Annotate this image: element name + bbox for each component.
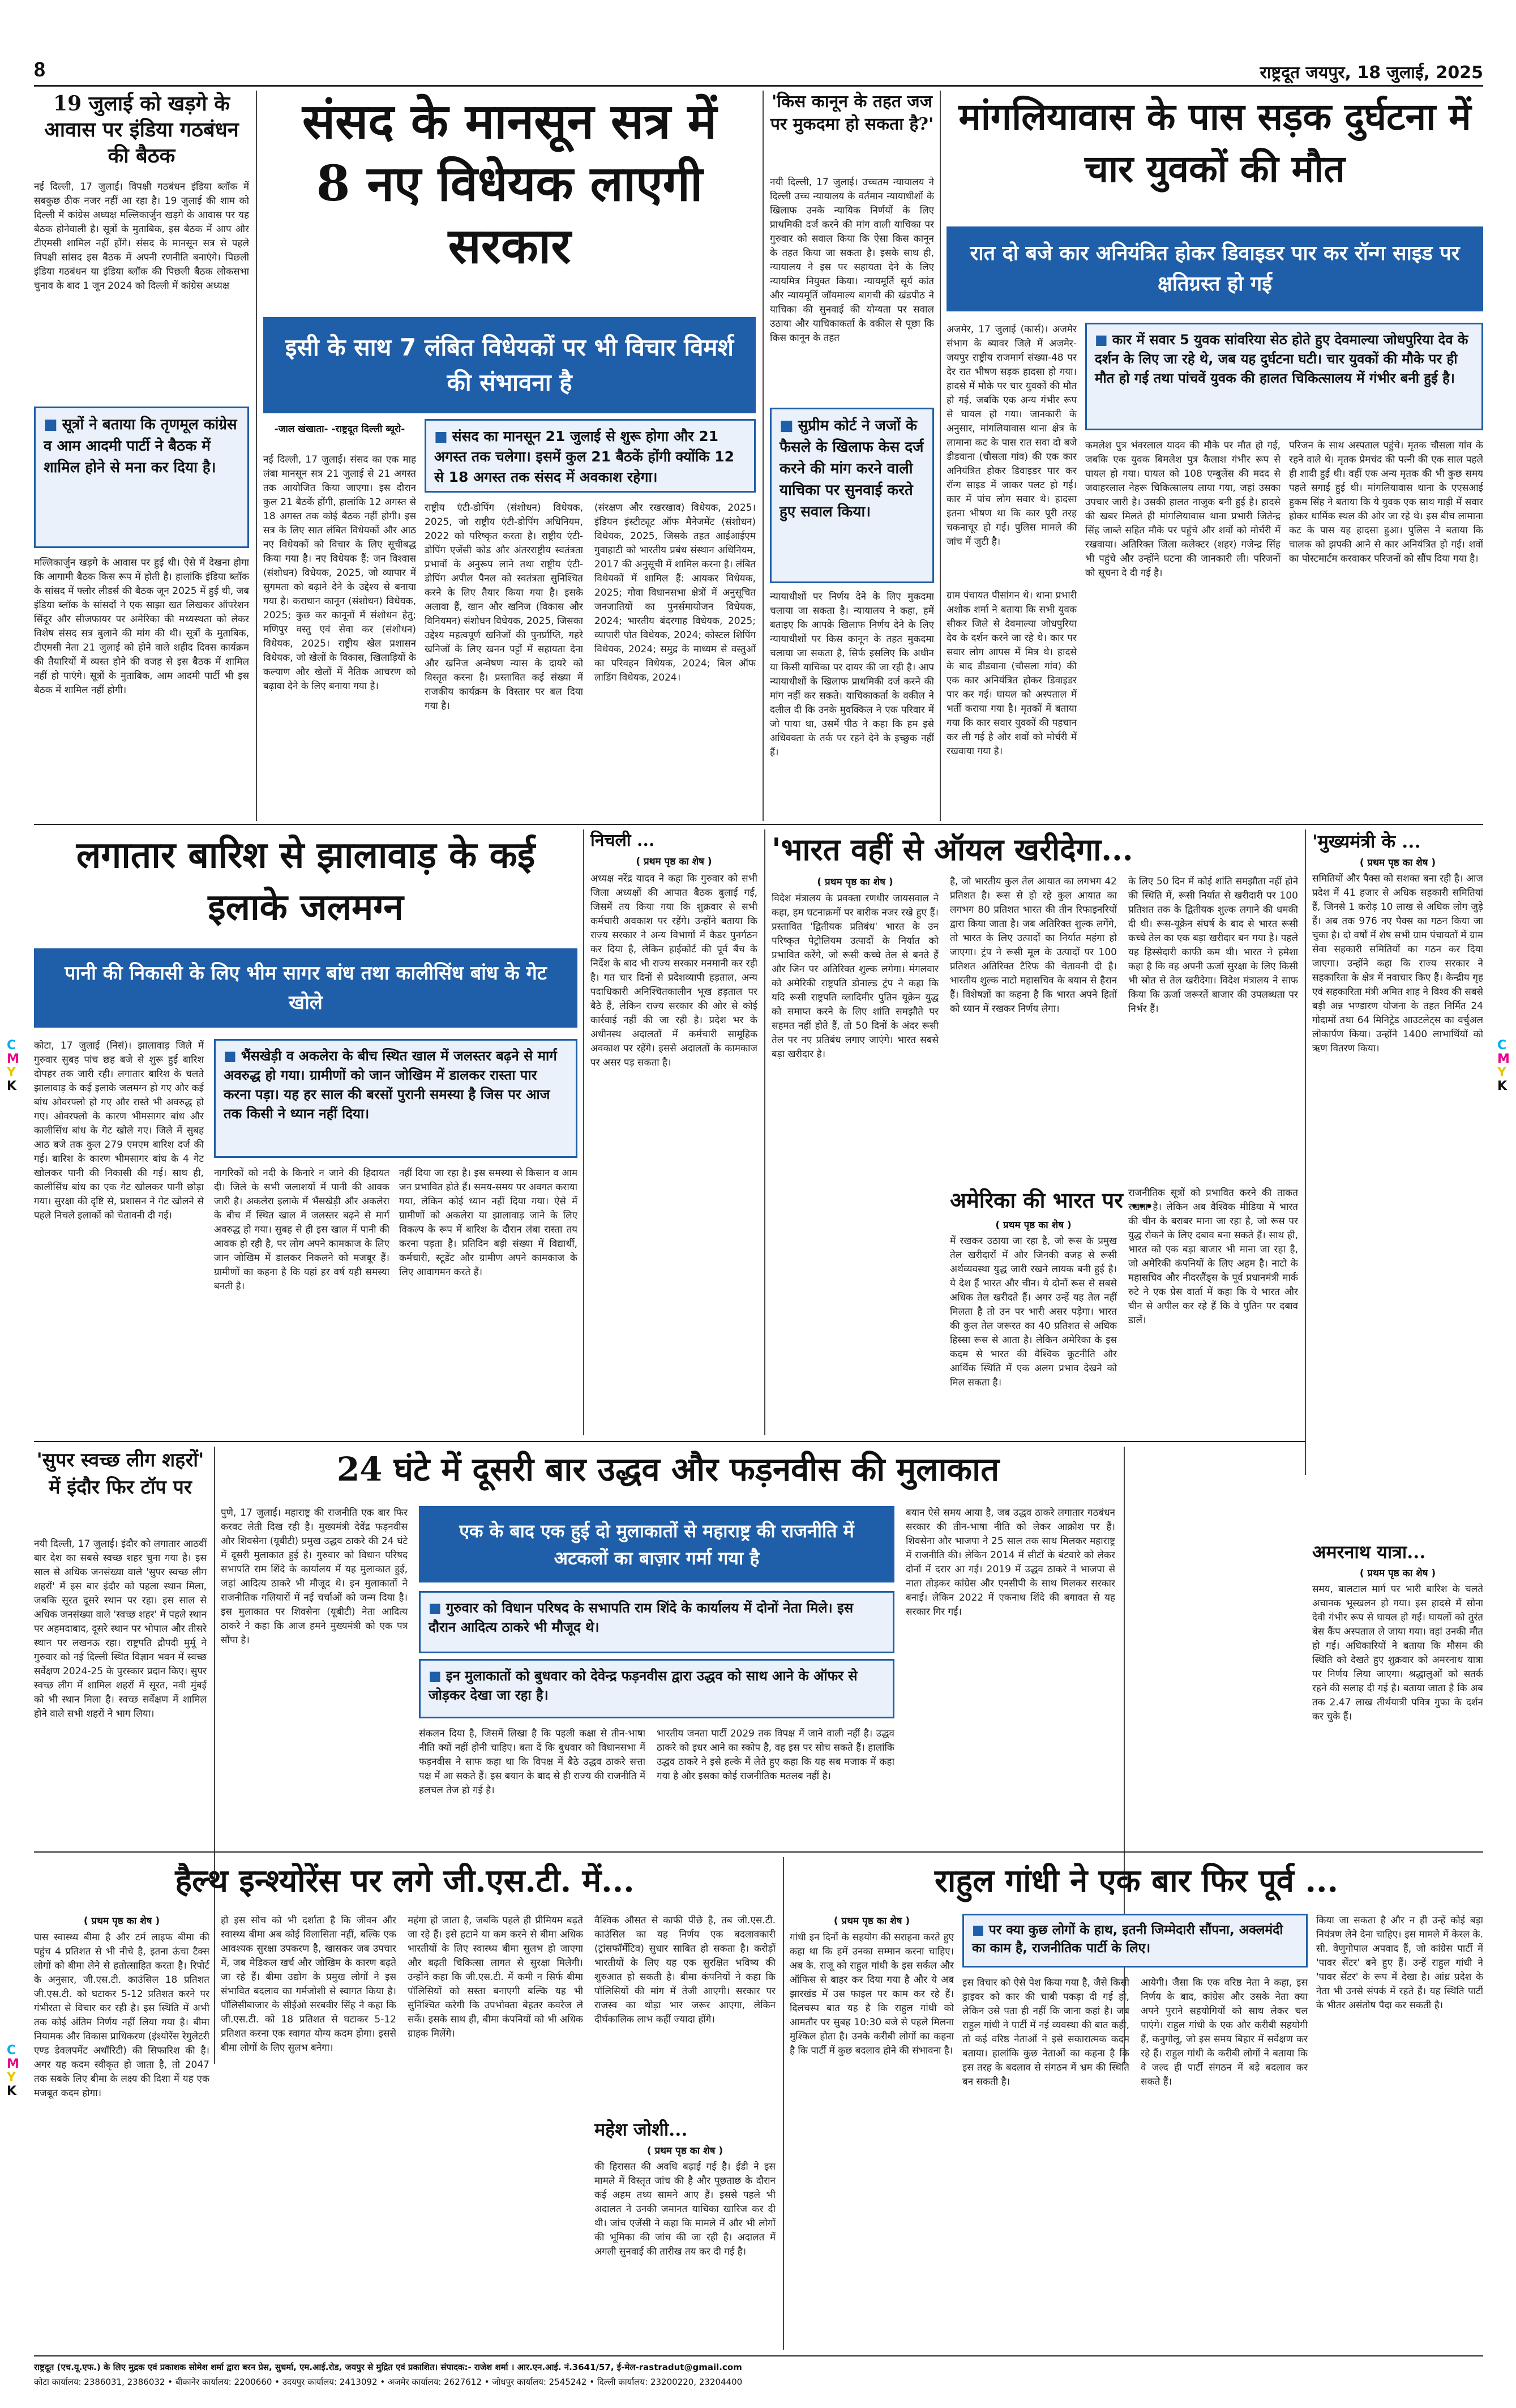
- section-rule: [34, 824, 1483, 825]
- header-rule: [34, 85, 1483, 87]
- story-col-3: कमलेश पुत्र भंवरलाल यादव की मौके पर मौत हो गई, जबकि एक युवक बिमलेश पुत्र कैलाश गंभीर रूप से घायल हो गया। घायल को 108 एम्बुलेंस की मदद से जवाहरलाल नेहरू चिकित्सालय लाया गया, जहां उसका उपचार जारी है। उसकी हालत नाजुक बनी हुई है। हादसे की खबर मिलते ही मांगलियावास थाना प्रभारी जितेन्द्र सिंह जाब्ते सहित मौके पर पहुंचे और शवों को मोर्चरी में रखवाया। अतिरिक्त जिला कलेक्टर (शहर) गजेन्द्र सिंह भी पहुंचे और उन्होंने घटना की जानकारी ली। परिजनों को सूचना दे दी गई है।: [1085, 440, 1281, 579]
- story-oil: [772, 829, 1298, 1181]
- story-col-3: नहीं दिया जा रहा है। इस समस्या से किसान व आम जन प्रभावित होते हैं। समय-समय पर अवगत कराया गया, लेकिन कोई ध्यान नहीं दिया गया। ऐसे में ग्रामीणों को अकलेरा या झालावाड़ जाने के लिए विकल्प के रूप में बारिश के दौरान लंबा रास्ता तय करना पड़ता है। प्रतिदिन बड़ी संख्या में विद्यार्थी, कर्मचारी, स्टूडेंट और ग्रामीण अपने कामकाज के लिए आवागमन करते हैं।: [399, 1167, 577, 1278]
- story-headline: 19 जुलाई को खड़गे के आवास पर इंडिया गठबंधन की बैठक: [44, 92, 239, 168]
- story-subhead: पानी की निकासी के लिए भीम सागर बांध तथा कालीसिंध बांध के गेट खोले: [34, 948, 577, 1028]
- highlight-text: संसद का मानसून 21 जुलाई से शुरू होगा और 21 अगस्त तक चलेगा। इसमें कुल 21 बैठकें होंगी क्योंकि 12 से 18 अगस्त तक संसद में अवकाश रहेगा।: [434, 428, 734, 485]
- story-col-4: परिजन के साथ अस्पताल पहुंचे। मृतक चौसला गांव के रहने वाले थे। मृतक प्रेमचंद की पत्नी की एक साल पहले ही शादी हुई थी। वहीं एक अन्य मृतक की भी कुछ समय पहले सगाई हुई थी। मांगलियावास थाना के एएसआई हुकम सिंह ने बताया कि ये युवक एक साथ गाड़ी में सवार होकर धार्मिक स्थल की ओर जा रहे थे। इस बीच लामाना कट के पास यह हादसा हुआ। पुलिस ने बताया कि चालक को झपकी आने से कार अनियंत्रित हो गई। शवों का पोस्टमार्टम करवाकर परिजनों को सौंप दिया गया है।: [1289, 440, 1483, 564]
- continued-from: ( प्रथम पृष्ठ का शेष ): [1359, 1568, 1436, 1579]
- cmyk-y: Y: [7, 1066, 16, 1080]
- column-rule: [764, 829, 765, 1435]
- footer-rule: [34, 2355, 1483, 2356]
- story-body: नई दिल्ली, 17 जुलाई। विपक्षी गठबंधन इंडिया ब्लॉक में सबकुछ ठीक नजर नहीं आ रहा है। 19 जुलाई की शाम को दिल्ली में कांग्रेस अध्यक्ष मल्लिकार्जुन खड़गे के आवास पर यह बैठक होनेवाली है। सूत्रों के मुताबिक, इस बैठक में आप और टीएमसी शामिल नहीं होंगे। संसद के मानसून सत्र से पहले विपक्षी सांसद इस बैठक में अपनी रणनीति बनाएंगे। पिछली इंडिया गठबंधन या इंडिया ब्लॉक की पिछली बैठक लोकसभा चुनाव के बाद 1 जून 2024 को दिल्ली में कांग्रेस अध्यक्ष: [34, 181, 249, 292]
- highlight-box: [214, 1039, 577, 1158]
- story-col-1: अजमेर, 17 जुलाई (कार्स)। अजमेर संभाग के ब्यावर जिले में अजमेर-जयपुर राष्ट्रीय राजमार्ग संख्या-48 पर देर रात भीषण सड़क हादसा हो गया। हादसे में मौके पर चार युवकों की मौत हो गई, जबकि एक अन्य गंभीर रूप से घायल हो गया। जानकारी के अनुसार, मांगलियावास थाना क्षेत्र के लामाना कट के पास रात सवा दो बजे डीडवाना (चौसला गांव) की एक कार अनियंत्रित होकर डिवाइडर पार कर रॉन्ग साइड में जाकर पलट हो गई। कार में पांच लोग सवार थे। हादसा इतना भीषण था कि कार पूरी तरह चकनाचूर हो गई। पुलिस मामले की जांच में जुटी है।: [947, 324, 1077, 548]
- story-body: समय, बालटाल मार्ग पर भारी बारिश के चलते अचानक भूस्खलन हो गया। इस हादसे में सोना देवी गंभीर रूप से घायल हो गईं। घायलों को तुरंत बेस कैंप अस्पताल ले जाया गया। वहां उनकी मौत हो गई। अधिकारियों ने बताया कि मौसम की स्थिति को देखते हुए शुक्रवार को अमरनाथ यात्रा पर निर्णय लिया जाएगा। श्रद्धालुओं को सतर्क रहने की सलाह दी गई है। बताया जाता है कि अब तक 2.47 लाख तीर्थयात्री पवित्र गुफा के दर्शन कर चुके हैं।: [1312, 1584, 1483, 1722]
- cmyk-c: C: [1497, 1038, 1507, 1053]
- highlight-box-2: [419, 1659, 894, 1718]
- masthead-dateline: राष्ट्रदूत जयपुर, 18 जुलाई, 2025: [1260, 63, 1483, 83]
- column-rule: [583, 829, 584, 1435]
- cmyk-m: M: [1497, 1052, 1510, 1066]
- page-number: 8: [34, 58, 46, 81]
- story-headline: महेश जोशी...: [594, 2119, 688, 2140]
- story-col-3: (संरक्षण और रखरखाव) विधेयक, 2025। इंडियन इंस्टीट्यूट ऑफ मैनेजमेंट (संशोधन) विधेयक, 2025, जिसके तहत आईआईएम गुवाहाटी को भारतीय प्रबंध संस्थान अधिनियम, 2017 की अनुसूची में शामिल करना है। लंबित विधेयकों में शामिल हैं: आयकर विधेयक, 2025; गोवा विधानसभा क्षेत्रों में अनुसूचित जनजातियों का पुनर्समायोजन विधेयक, 2024; भारतीय बंदरगाह विधेयक, 2025; व्यापारी पोत विधेयक, 2024; कोस्टल शिपिंग विधेयक, 2024; समुद्र के माध्यम से वस्तुओं का परिवहन विधेयक, 2024; बिल ऑफ लाडिंग विधेयक, 2024।: [594, 502, 756, 683]
- story-col-2: है, जो भारतीय कुल तेल आयात का लगभग 42 प्रतिशत है। रूस से हो रहे कुल आयात का लगभग 80 प्रतिशत भारत की तीन रिफाइनरियों द्वारा किया जाता है। जब अतिरिक्त शुल्क लगेंगे, तो भारत के लिए उत्पादों का निर्यात महंगा हो जाएगा। ट्रंप ने रूसी मूल के उत्पादों पर 100 प्रतिशत अतिरिक्त टैरिफ की चेतावनी दी है। भारतीय शुल्क नाटो महासचिव के बयान से हैरान हैं। विशेषज्ञों का कहना है कि भारत अपने हितों को ध्यान में रखकर निर्णय लेगा।: [950, 876, 1117, 1015]
- story-col-4: किया जा सकता है और न ही उन्हें कोई बड़ा नियंत्रण लेने देना चाहिए। इस मामले में केरल के. सी. वेणुगोपाल अपवाद हैं, जो कांग्रेस पार्टी में 'पावर सेंटर' बने हुए हैं। उन्हें राहुल गांधी ने 'पावर सेंटर' के रूप में देखा है। आंध्र प्रदेश के नेता भी उनसे संपर्क में रहते हैं। यह स्थिति पार्टी के भीतर असंतोष पैदा कर सकती है।: [1316, 1915, 1483, 2011]
- story-body: नयी दिल्ली, 17 जुलाई। उच्चतम न्यायालय ने दिल्ली उच्च न्यायालय के वर्तमान न्यायाधीशों के खिलाफ उनके न्यायिक निर्णयों के लिए प्राथमिकी दर्ज करने की मांग वाली याचिका पर गुरुवार को सवाल किया कि ऐसा किस कानून के तहत किया जा सकता है। इसके साथ ही, न्यायालय ने इस पर सहायता देने के लिए न्यायमित्र नियुक्त किया। न्यायमूर्ति सूर्य कांत और न्यायमूर्ति जॉयमाल्य बागची की खंडपीठ ने याचिका की सुनवाई की योग्यता पर सवाल उठाया और याचिकाकर्ता के वकील से पूछा कि किस कानून के तहत: [770, 177, 934, 344]
- story-body: समितियों और पैक्स को सशक्त बना रही है। आज प्रदेश में 41 हजार से अधिक सहकारी समितियां हैं, जिनसे 1 करोड़ 10 लाख से अधिक लोग जुड़े हैं। अब तक 976 नए पैक्स का गठन किया जा चुका है। दो वर्षों में शेष सभी ग्राम पंचायतों में ग्राम सेवा सहकारी समितियों का गठन कर दिया जाएगा। उन्होंने कहा कि राज्य सरकार ने सहकारिता के क्षेत्र में नवाचार किए हैं। केन्द्रीय गृह एवं सहकारिता मंत्री अमित शाह ने विश्व की सबसे बड़ी अन्न भण्डारण योजना के तहत निर्मित 24 गोदामों तथा 64 मिनिट्रेड आउटलेट्स का वर्चुअल लोकार्पण किया। उन्होंने 1400 लाभार्थियों को ऋण वितरण किया।: [1312, 873, 1483, 1054]
- dateline: -जाल खंखाता- -राष्ट्रदूत दिल्ली ब्यूरो-: [274, 424, 405, 435]
- story-headline: अमेरिका की भारत पर ...: [950, 1187, 1153, 1213]
- story-col-3: के लिए 50 दिन में कोई शांति समझौता नहीं होने की स्थिति में, रूसी निर्यात से खरीदारी पर 100 प्रतिशत तक के द्वितीयक शुल्क लगाने की धमकी दी थी। रूस-यूक्रेन संघर्ष के बाद से भारत रूसी कच्चे तेल का एक बड़ा खरीदार बन गया है। पहले यह हिस्सेदारी काफी कम थी। भारत ने हमेशा कहा है कि वह अपनी ऊर्जा सुरक्षा के लिए किसी भी स्रोत से तेल खरीदेगा। विदेश मंत्रालय ने साफ किया कि ऊर्जा जरूरतें बाजार की उपलब्धता पर निर्भर हैं।: [1128, 876, 1298, 1015]
- square-bullet-icon: ■: [429, 1668, 442, 1684]
- highlight-box: [425, 419, 756, 493]
- story-col-2: हो इस सोच को भी दर्शाता है कि जीवन और स्वास्थ्य बीमा अब कोई विलासिता नहीं, बल्कि एक आवश्यक सुरक्षा उपकरण है, खासकर जब उपचार में, जब मेडिकल खर्च और जोखिम के कारण बढ़ते जा रहे हैं। बीमा उद्योग के प्रमुख लोगों ने इस संभावित बदलाव का गर्मजोशी से स्वागत किया है। पॉलिसीबाजार के सीईओ सरबवीर सिंह ने कहा कि जी.एस.टी. को 18 प्रतिशत से घटाकर 5-12 प्रतिशत करना एक स्वागत योग्य कदम होगा। इससे बीमा लोगों के लिए सुलभ बनेगा।: [221, 1915, 396, 2054]
- story-col-1: विदेश मंत्रालय के प्रवक्ता रणधीर जायसवाल ने कहा, हम घटनाक्रमों पर बारीक नजर रखे हुए हैं। प्रस्तावित 'द्वितीयक प्रतिबंध' भारत के उन परिष्कृत पेट्रोलियम उत्पादों के निर्यात को प्रभावित करेंगे, जो रूसी कच्चे तेल से बनते हैं और जिन पर अतिरिक्त शुल्क लगेगा। मंगलवार को अमेरिकी राष्ट्रपति डोनाल्ड ट्रंप ने कहा कि यदि रूसी राष्ट्रपति व्लादिमीर पुतिन यूक्रेन युद्ध को समाप्त करने के लिए शांति समझौते पर सहमत नहीं होते हैं, तो 50 दिनों के अंदर रूसी तेल पर नए प्रतिबंध लगाए जाएंगे। भारत सबसे बड़ा खरीदार है।: [772, 893, 939, 1060]
- story-body-continued: न्यायाधीशों पर निर्णय देने के लिए मुकदमा चलाया जा सकता है। न्यायालय ने कहा, हमें बताइए कि आपके खिलाफ निर्णय देने के लिए न्यायाधीशों पर किस कानून के तहत मुकदमा चलाया जा सकता है, सिर्फ इसलिए कि अधीन या किसी याचिका पर दायर की जा रही है। आप न्यायाधीशों के खिलाफ प्राथमिकी दर्ज करने की मांग नहीं कर सकते। याचिकाकर्ता के वकील ने दलील दी कि उनके मुवक्किल ने एक परिवार में जो पाया था, उसमें पीठ ने कहा कि हम इसे अधिवक्ता के तर्क पर रहने देने के इच्छुक नहीं हैं।: [770, 591, 934, 758]
- square-bullet-icon: ■: [780, 417, 794, 434]
- story-accident: [947, 91, 1483, 821]
- story-headline: 'भारत वहीं से ऑयल खरीदेगा...: [772, 831, 1133, 867]
- story-col-2: संकलन दिया है, जिसमें लिखा है कि पहली कक्षा से तीन-भाषा नीति क्यों नहीं होनी चाहिए। बता दें कि बुधवार को विधानसभा में फड़नवीस ने साफ कहा था कि विपक्ष में बैठे उद्धव ठाकरे सत्ता पक्ष में आ सकते हैं। इस बयान के बाद से ही राज्य की राजनीति में हलचल तेज हो गई है।: [419, 1728, 645, 1796]
- story-monsoon-session: [263, 91, 756, 821]
- story-headline: 'मुख्यमंत्री के ...: [1312, 831, 1421, 852]
- cmyk-c: C: [7, 1038, 16, 1053]
- story-body: नयी दिल्ली, 17 जुलाई। इंदौर को लगातार आठवीं बार देश का सबसे स्वच्छ शहर चुना गया है। इस साल से अधिक जनसंख्या वाले 'सुपर स्वच्छ लीग शहरों' में इस बार इंदौर को पहला स्थान मिला, जबकि सूरत दूसरे स्थान पर रहा। इस साल से अधिक जनसंख्या वाले 'स्वच्छ शहर' में पहले स्थान पर अहमदाबाद, दूसरे स्थान पर भोपाल और तीसरे स्थान पर लखनऊ रहा। राष्ट्रपति द्रौपदी मुर्मू ने गुरुवार को नई दिल्ली स्थित विज्ञान भवन में स्वच्छ सर्वेक्षण 2024-25 के पुरस्कार प्रदान किए। सुपर स्वच्छ लीग में शामिल शहरों में सूरत, नवी मुंबई को भी स्थान मिला है। स्वच्छ सर्वेक्षण में शामिल होने वाले सभी शहरों ने भाग लिया।: [34, 1538, 207, 1720]
- story-body: की हिरासत की अवधि बढ़ाई गई है। ईडी ने इस मामले में विस्तृत जांच की है और पूछताछ के दौरान कई अहम तथ्य सामने आए हैं। इससे पहले भी अदालत ने उनकी जमानत याचिका खारिज कर दी थी। जांच एजेंसी ने कहा कि मामले में और भी लोगों की भूमिका की जांच की जा रही है। अदालत में अगली सुनवाई की तारीख तय कर दी गई है।: [594, 2161, 776, 2257]
- square-bullet-icon: ■: [224, 1048, 237, 1064]
- story-headline: 24 घंटे में दूसरी बार उद्धव और फड़नवीस की मुलाकात: [336, 1450, 1000, 1489]
- story-subhead: एक के बाद एक हुई दो मुलाकातों से महाराष्ट्र की राजनीति में अटकलों का बाज़ार गर्मा गया है: [419, 1506, 894, 1582]
- story-nichli-continued: [590, 829, 757, 1435]
- story-col-3: महंगा हो जाता है, जबकि पहले ही प्रीमियम बढ़ते जा रहे हैं। इसे हटाने या कम करने से बीमा अधिक भारतीयों के लिए स्वास्थ्य बीमा सुलभ हो जाएगा और बढ़ती चिकित्सा लागत से सुरक्षा मिलेगी। उन्होंने कहा कि जी.एस.टी. में कमी न सिर्फ बीमा पॉलिसियों को सस्ता बनाएगी बल्कि यह भी सुनिश्चित करेगी कि उपभोक्ता बेहतर कवरेज ले सकें। इसके साथ ही, बीमा कंपनियों को भी अधिक ग्राहक मिलेंगे।: [408, 1915, 583, 2039]
- highlight-text: पर क्या कुछ लोगों के हाथ, इतनी जिम्मेदारी सौंपना, अक्लमंदी का काम है, राजनीतिक पार्टी के लिए।: [972, 1923, 1283, 1956]
- story-col-4: बयान ऐसे समय आया है, जब उद्धव ठाकरे लगातार गठबंधन सरकार की तीन-भाषा नीति को लेकर आक्रोश पर हैं। शिवसेना और भाजपा ने 25 साल तक साथ मिलकर महाराष्ट्र में राजनीति की। लेकिन 2014 में सीटों के बंटवारे को लेकर दोनों में दरार आ गई। 2019 में उद्धव ठाकरे ने भाजपा से नाता तोड़कर कांग्रेस और एनसीपी के साथ मिलकर सरकार बनाई। लेकिन 2022 में एकनाथ शिंदे की बगावत से यह सरकार गिर गई।: [906, 1507, 1115, 1618]
- story-rahul: [790, 1857, 1483, 2350]
- story-headline: हैल्थ इन्श्योरेंस पर लगे जी.एस.टी. में...: [175, 1862, 635, 1900]
- footer-imprint: राष्ट्रदूत (एच.यू.एफ.) के लिए मुद्रक एवं प्रकाशक सोमेश शर्मा द्वारा बरन प्रेस, सुधर्मा, एम.आई.रोड, जयपुर से मुद्रित एवं प्रकाशित। संपादक:- राजेश शर्मा । आर.एन.आई. नं.3641/57, ई-मेल-rastradut@gmail.com: [34, 2362, 742, 2372]
- highlight-text: भैंसखेड़ी व अकलेरा के बीच स्थित खाल में जलस्तर बढ़ने से मार्ग अवरुद्ध हो गया। ग्रामीणों को जान जोखिम में डालकर रास्ता पार करना पड़ा। यह हर साल की बरसों पुरानी समस्या है जिस पर आज तक किसी ने ध्यान नहीं दिया।: [224, 1048, 557, 1122]
- highlight-text: गुरुवार को विधान परिषद के सभापति राम शिंदे के कार्यालय में दोनों नेता मिले। इस दौरान आदित्य ठाकरे भी मौजूद थे।: [429, 1600, 854, 1635]
- cmyk-c: C: [7, 2043, 16, 2058]
- story-headline: अमरनाथ यात्रा...: [1312, 1541, 1426, 1563]
- highlight-text: कार में सवार 5 युवक सांवरिया सेठ होते हुए देवमाल्या जोधपुरिया देव के दर्शन के लिए जा रहे थे, जब यह दुर्घटना घटी। चार युवकों की मौके पर ही मौत हो गई तथा पांचवें युवक की हालत चिकित्सालय में गंभीर बनी हुई है।: [1095, 332, 1468, 386]
- story-col-3: आयेगी। जैसा कि एक वरिष्ठ नेता ने कहा, इस निर्णय के बाद, कांग्रेस और उसके नेता क्या अपने पुराने सहयोगियों को साथ लेकर चल पाएंगे। राहुल गांधी के एक और करीबी सहयोगी हैं, कनुगोलू, जो इस समय बिहार में सर्वेक्षण कर रहे हैं। राहुल गांधी के करीबी लोगों ने बताया कि वे जल्द ही पार्टी संगठन में बड़े बदलाव कर सकते हैं।: [1141, 1977, 1308, 2088]
- story-col-2: राष्ट्रीय एंटी-डोपिंग (संशोधन) विधेयक, 2025, जो राष्ट्रीय एंटी-डोपिंग अधिनियम, 2022 को परिष्कृत करता है। राष्ट्रीय एंटी-डोपिंग एजेंसी कोड और अंतरराष्ट्रीय स्वतंत्रता प्रभावों के अनुरूप लाने तथा राष्ट्रीय एंटी-डोपिंग अपील पैनल को स्वतंत्रता सुनिश्चित करने के लिए तैयार किया गया है। इसके अलावा हैं, खान और खनिज (विकास और विनियमन) संशोधन विधेयक, 2025, जिसका उद्देश्य महत्वपूर्ण खनिजों की पुनर्प्राप्ति, गहरे खनिजों के लिए खनन पट्टों में सहायता देना और खनिज अन्वेषण न्यास के दायरे को विस्तृत करना है। प्रस्तावित कई संख्या में राजकीय कार्यक्रम के विस्तार पर बल दिया गया है।: [425, 502, 583, 712]
- cmyk-y: Y: [7, 2071, 16, 2085]
- continued-from: ( प्रथम पृष्ठ का शेष ): [1359, 857, 1436, 869]
- story-court: [770, 91, 934, 821]
- continued-from: ( प्रथम पृष्ठ का शेष ): [636, 856, 712, 867]
- story-headline: संसद के मानसून सत्र में 8 नए विधेयक लाएगी सरकार: [302, 93, 717, 275]
- highlight-text: सूत्रों ने बताया कि तृणमूल कांग्रेस व आम आदमी पार्टी ने बैठक में शामिल होने से मना कर दिया है।: [44, 416, 237, 476]
- continued-from: ( प्रथम पृष्ठ का शेष ): [817, 876, 893, 888]
- square-bullet-icon: ■: [429, 1600, 442, 1616]
- story-india-bloc: [34, 91, 249, 821]
- story-headline: मांगलियावास के पास सड़क दुर्घटना में चार युवकों की मौत: [958, 95, 1471, 191]
- story-col-1: में रखकर उठाया जा रहा है, जो रूस के प्रमुख तेल खरीदारों में और जिनकी वजह से रूसी अर्थव्यवस्था युद्ध जारी रखने लायक बनी हुई है। ये देश हैं भारत और चीन। ये दोनों रूस से सबसे अधिक तेल खरीदते हैं। अगर उन्हें यह तेल नहीं मिलता है तो उन पर भारी असर पड़ेगा। भारत की कुल तेल जरूरत का 40 प्रतिशत से अधिक हिस्सा रूस से आता है। लेकिन अमेरिका के इस कदम से भारत की वैश्विक कूटनीति और आर्थिक स्थिति में एक अलग प्रभाव देखने को मिल सकता है।: [950, 1235, 1117, 1388]
- story-cm: [1312, 829, 1483, 1444]
- story-headline: निचली ...: [590, 831, 655, 850]
- continued-from: ( प्रथम पृष्ठ का शेष ): [646, 2145, 723, 2157]
- story-subhead: रात दो बजे कार अनियंत्रित होकर डिवाइडर पार कर रॉन्ग साइड पर क्षतिग्रस्त हो गई: [947, 226, 1483, 311]
- cmyk-m: M: [7, 2057, 19, 2071]
- highlight-box: [770, 408, 934, 583]
- continued-from: ( प्रथम पृष्ठ का शेष ): [83, 1915, 160, 1927]
- highlight-box: [1085, 323, 1483, 430]
- highlight-box-1: [419, 1591, 894, 1653]
- column-rule: [1305, 829, 1306, 1475]
- story-uddhav: [221, 1447, 1115, 1843]
- column-rule: [763, 91, 764, 821]
- story-col-1: कोटा, 17 जुलाई (निसं)। झालावाड़ जिले में गुरुवार सुबह पांच छह बजे से शुरू हुई बारिश दोपहर तक जारी रही। लगातार बारिश के चलते झालावाड़ के कई इलाके जलमग्न हो गए और कई बांध ओवरफ्लो हो गए और रास्ते भी अवरुद्ध हो गए। ओवरफ्लो के कारण भीमसागर बांध और कालीसिंध बांध के गेट खोले गए। जिले में सुबह आठ बजे तक कुल 279 एमएम बारिश दर्ज की गई। बारिश के कारण भीमसागर बांध के 4 गेट खोलकर पानी की निकासी की गई। साथ ही, कालीसिंध बांध का एक गेट खोलकर पानी छोड़ा गया। सुरक्षा की दृष्टि से, प्रशासन ने गेट खोलने से पहले निचले इलाकों को चेतावनी दी गई।: [34, 1040, 204, 1221]
- cmyk-marks-left: [7, 1039, 22, 1093]
- story-col-3: भारतीय जनता पार्टी 2029 तक विपक्ष में जाने वाली नहीं है। उद्धव ठाकरे को इधर आने का स्कोप है, वह इस पर सोच सकते हैं। हालांकि उद्धव ठाकरे ने इसे हल्के में लेते हुए कहा कि यह सब मजाक में कहा गया है और इसका कोई राजनीतिक मतलब नहीं है।: [657, 1728, 894, 1782]
- cmyk-y: Y: [1497, 1066, 1506, 1080]
- column-rule: [783, 1857, 784, 2350]
- story-col-2: राजनीतिक सूत्रों को प्रभावित करने की ताकत रखता है। लेकिन अब वैश्विक मीडिया में भारत की चीन के बराबर माना जा रहा है, जो रूस पर युद्ध रोकने के लिए दबाव बना सकते हैं। साथ ही, भारत को एक बड़ा बाजार भी माना जा रहा है, जो अमेरिकी कंपनियों के लिए अहम है। नाटो के महासचिव और नीदरलैंड्स के पूर्व प्रधानमंत्री मार्क रुटे ने एक प्रेस वार्ता में कहा कि ये भारत और चीन से अपील कर रहे हैं कि वे पुतिन पर दबाव डालें।: [1128, 1187, 1298, 1326]
- section-rule: [34, 1441, 1305, 1442]
- highlight-text: सुप्रीम कोर्ट ने जजों के फैसले के खिलाफ केस दर्ज करने की मांग करने वाली याचिका पर सुनवाई करते हुए सवाल किया।: [780, 417, 924, 520]
- highlight-text: इन मुलाकातों को बुधवार को देवेन्द्र फड़नवीस द्वारा उद्धव को साथ आने के ऑफर से जोड़कर देखा जा रहा है।: [429, 1668, 858, 1703]
- story-mahesh: [594, 2118, 776, 2350]
- story-body-continued: मल्लिकार्जुन खड़गे के आवास पर हुई थी। ऐसे में देखना होगा कि आगामी बैठक किस रूप में होती है। हालांकि इंडिया ब्लॉक के सांसद में फ्लोर लीडर्स की बैठक जून 2025 में हुई थी, जब इंडिया ब्लॉक के सांसदों ने एक साझा खत लिखकर ऑपरेशन सिंदूर और सीजफायर पर अमेरिका की मध्यस्थता को लेकर विशेष संसद सत्र बुलाने की मांग की थी। सूत्रों के मुताबिक, टीएमसी नेता 21 जुलाई को होने वाले शहीद दिवस कार्यक्रम की तैयारियों में व्यस्त होने की वजह से इस बैठक में शामिल नहीं हो पाएंगे। सूत्रों के मुताबिक, आम आदमी पार्टी भी इस बैठक में शामिल नहीं होगी।: [34, 557, 249, 696]
- story-col-2: इस विचार को ऐसे पेश किया गया है, जैसे किसी ड्राइवर को कार की चाबी पकड़ा दी गई हो, लेकिन उसे पता ही नहीं कि जाना कहां है। जब राहुल गांधी ने पार्टी में नई व्यवस्था की बात कही, तो कई वरिष्ठ नेताओं ने इसे सकारात्मक कदम बताया। हालांकि कुछ नेताओं का कहना है कि इस तरह के बदलाव से संगठन में भ्रम की स्थिति बन सकती है।: [962, 1977, 1129, 2088]
- square-bullet-icon: ■: [434, 428, 448, 444]
- section-rule: [34, 1851, 1483, 1853]
- story-col-1: पास स्वास्थ्य बीमा है और टर्म लाइफ बीमा की पहुंच 4 प्रतिशत से भी नीचे है, इतना ऊंचा टैक्स लोगों को बीमा लेने से हतोत्साहित करता है। रिपोर्ट के अनुसार, जी.एस.टी. काउंसिल 18 प्रतिशत जी.एस.टी. को घटाकर 5-12 प्रतिशत करने पर गंभीरता से विचार कर रही है। इस स्थिति में अभी तक कोई अंतिम निर्णय नहीं लिया गया है। बीमा नियामक और विकास प्राधिकरण (इंश्योरेंस रेगुलेटरी एण्ड डेवलपमेंट अथॉरिटी) की सिफारिश की है। अगर यह कदम स्वीकृत हो जाता है, तो 2047 तक सबके लिए बीमा के लक्ष्य की दिशा में यह एक मजबूत कदम होगा।: [34, 1932, 209, 2099]
- story-headline: 'सुपर स्वच्छ लीग शहरों' में इंदौर फिर टॉप पर: [36, 1449, 204, 1499]
- story-headline: राहुल गांधी ने एक बार फिर पूर्व ...: [934, 1862, 1339, 1900]
- highlight-box: [34, 407, 249, 548]
- story-col-2: ग्राम पंचायत पीसांगन थे। थाना प्रभारी अशोक शर्मा ने बताया कि सभी युवक सीकर जिले से देवमाल्या जोधपुरिया देव के दर्शन करने जा रहे थे। कार पर सवार लोग आपस में मित्र थे। हादसे के बाद डीडवाना (चौसला गांव) की एक कार अनियंत्रित होकर डिवाइडर पार कर गई। घायल को अस्पताल में भर्ती कराया गया है। मृतकों में बताया गया कि कार सवार युवकों की पहचान कर ली गई है और शवों को मोर्चरी में रखवाया गया है।: [947, 590, 1077, 757]
- column-rule: [940, 91, 941, 821]
- story-america: [772, 1186, 1298, 1435]
- continued-from: ( प्रथम पृष्ठ का शेष ): [995, 1220, 1072, 1231]
- square-bullet-icon: ■: [972, 1923, 984, 1937]
- story-col-2: नागरिकों को नदी के किनारे न जाने की हिदायत दी। जिले के सभी जलाशयों में पानी की आवक जारी है। अकलेरा इलाके में भैंसखेड़ी और अकलेरा के बीच में स्थित खाल में जलस्तर बढ़ने से मार्ग अवरुद्ध हो गया। सुबह से ही इस खाल में पानी की आवक हो रही है, पर लोग अपने कामकाज के लिए जान जोखिम में डालकर निकलने को मजबूर हैं। ग्रामीणों का कहना है कि यहां हर वर्ष यही समस्या बनती है।: [214, 1167, 389, 1292]
- cmyk-marks-right: [1497, 1039, 1512, 1093]
- story-col-1: गांधी इन दिनों के सहयोग की सराहना करते हुए कहा था कि हमें उनका सम्मान करना चाहिए। अब के. राजू को राहुल गांधी के इस सर्कल और ऑफिस से बाहर कर दिया गया है और ये अब झारखंड में उस फाइल पर काम कर रहे हैं। दिलचस्प बात यह है कि राहुल गांधी को आमतौर पर सुबह 10:30 बजे से पहले मिलना मुश्किल होता है। उनके करीबी लोगों का कहना है कि पार्टी में कुछ बदलाव होने की संभावना है।: [790, 1932, 954, 2056]
- story-col-1: नई दिल्ली, 17 जुलाई। संसद का एक माह लंबा मानसून सत्र 21 जुलाई से 21 अगस्त तक आयोजित किया जाएगा। इस दौरान कुल 21 बैठकें होंगी, हालांकि 12 अगस्त से 18 अगस्त तक कोई बैठक नहीं होगी। इस सत्र के लिए सात लंबित विधेयकों और आठ नए विधेयकों को विचार के लिए सूचीबद्ध किया गया है। नए विधेयक हैं: जन विश्वास (संशोधन) विधेयक, 2025, जो व्यापार में सुगमता को बढ़ाने देने के उद्देश्य से बनाया गया है। कराधान कानून (संशोधन) विधेयक, 2025; कुछ कर कानूनों में संशोधन हेतु; मणिपुर वस्तु एवं सेवा कर (संशोधन) विधेयक, 2025। राष्ट्रीय खेल प्रशासन विधेयक, जो खेलों के विकास, खिलाड़ियों के कल्याण और खेलों में नैतिक आचरण को बढ़ावा देने के लिए बनाया गया है।: [263, 454, 416, 692]
- cmyk-marks-left-bottom: [7, 2044, 22, 2098]
- footer-offices: कोटा कार्यालय: 2386031, 2386032 • बीकानेर कार्यालय: 2200660 • उदयपुर कार्यालय: 2413092 • अजमेर कार्यालय: 2627612 • जोधपुर कार्यालय: 2545242 • दिल्ली कार्यालय: 23200220, 23204400: [34, 2377, 743, 2387]
- story-col-4: वैश्विक औसत से काफी पीछे है, तब जी.एस.टी. काउंसिल का यह निर्णय एक बदलावकारी (ट्रांसफॉर्मेटिव) सुधार साबित हो सकता है। करोड़ों भारतीयों के लिए यह एक सुरक्षित भविष्य की शुरुआत हो सकती है। बीमा कंपनियों ने कहा कि पॉलिसियों की मांग में तेजी आएगी। सरकार पर राजस्व का थोड़ा भार जरूर आएगा, लेकिन दीर्घकालिक लाभ कहीं ज्यादा होंगे।: [594, 1915, 776, 2025]
- cmyk-k: K: [1497, 1079, 1508, 1093]
- story-subhead: इसी के साथ 7 लंबित विधेयकों पर भी विचार विमर्श की संभावना है: [263, 317, 756, 413]
- cmyk-m: M: [7, 1052, 19, 1066]
- story-headline: लगातार बारिश से झालावाड़ के कई इलाके जलमग्न: [76, 834, 536, 929]
- continued-from: ( प्रथम पृष्ठ का शेष ): [833, 1915, 910, 1927]
- story-col-1: पुणे, 17 जुलाई। महाराष्ट्र की राजनीति एक बार फिर करवट लेती दिख रही है। मुख्यमंत्री देवेंद्र फड़नवीस और शिवसेना (यूबीटी) प्रमुख उद्धव ठाकरे की 24 घंटे में दूसरी मुलाकात हुई है। गुरुवार को विधान परिषद सभापति राम शिंदे के कार्यालय में यह मुलाकात हुई, जहां आदित्य ठाकरे भी मौजूद थे। इन मुलाकातों ने राजनीतिक गलियारों में नई चर्चाओं को जन्म दिया है। इस मुलाकात पर शिवसेना (यूबीटी) नेता आदित्य ठाकरे ने कहा कि आज हमने मुख्यमंत्री को एक पत्र सौंपा है।: [221, 1507, 408, 1646]
- story-rain: [34, 829, 577, 1435]
- column-rule: [256, 91, 257, 821]
- story-headline: 'किस कानून के तहत जज पर मुकदमा हो सकता है?': [770, 92, 934, 134]
- cmyk-k: K: [7, 2084, 17, 2098]
- highlight-box: [962, 1914, 1308, 1968]
- story-body: अध्यक्ष नरेंद्र यादव ने कहा कि गुरुवार को सभी जिला अध्यक्षों की आपात बैठक बुलाई गई, जिसमें तय किया गया कि शुक्रवार से सभी कर्मचारी अवकाश पर रहेंगे। उन्होंने बताया कि राज्य सरकार ने अन्य विभागों में कैडर पुनर्गठन कर दिया है, लेकिन हाईकोर्ट की पूर्व बैंच के निर्देश के बाद भी राज्य सरकार मनमानी कर रही है। गत चार दिनों से प्रदेशव्यापी हड़ताल, अन्य पदाधिकारी अनिश्चितकालीन भूख हड़ताल पर बैठे हैं, लेकिन राज्य सरकार की ओर से कोई कार्रवाई नहीं की जा रही है। प्रदेश भर के अधीनस्थ अदालतों में कर्मचारी सामूहिक अवकाश पर रहेंगे। इससे अदालतों के कामकाज पर असर पड़ सकता है।: [590, 873, 757, 1068]
- page-header: [34, 57, 1483, 86]
- square-bullet-icon: ■: [1095, 332, 1108, 348]
- cmyk-k: K: [7, 1079, 17, 1093]
- square-bullet-icon: ■: [44, 416, 58, 433]
